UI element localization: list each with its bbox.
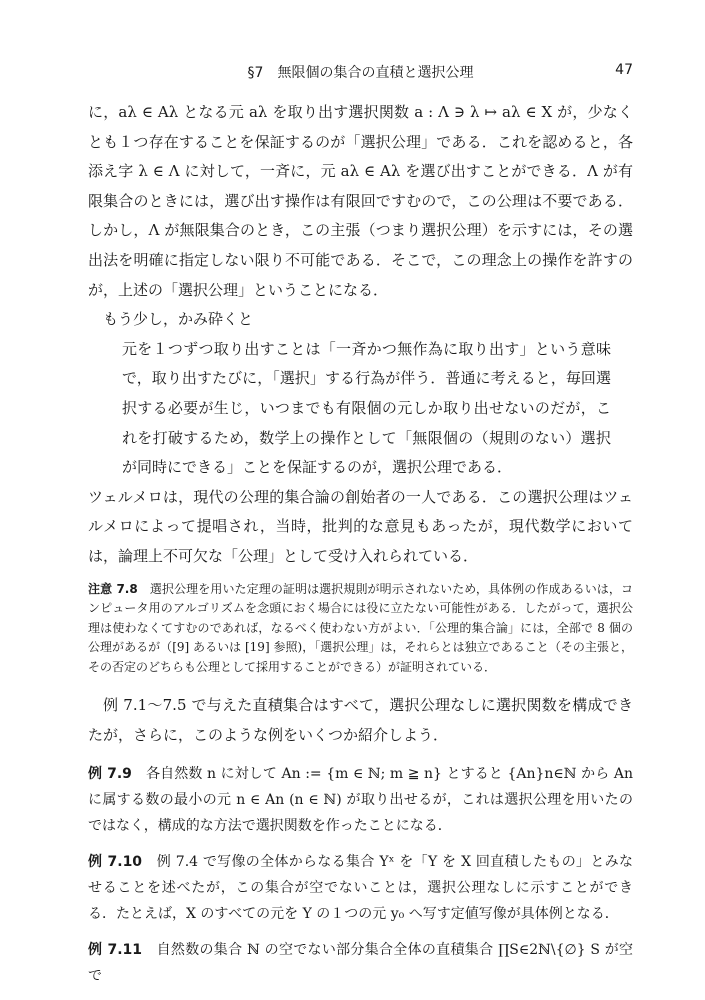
- example-7-9: [88, 761, 633, 839]
- page-number: 47: [615, 62, 633, 78]
- example-text: 自然数の集合 ℕ の空でない部分集合全体の直積集合 ∏S∈2ℕ\{∅} S が空で: [88, 941, 634, 984]
- example-label: 例 7.10: [88, 853, 143, 870]
- remark-text: 選択公理を用いた定理の証明は選択規則が明示されないため，具体例の作成あるいは，コンピュータ用のアルゴリズムを念頭におく場合には役に立たない可能性がある．したがって，選択公理は使わなくてすむのであれば，なるべく使わない方がよい．「公理的集合論」には，全部で 8 個の公理があるが（[9] あるいは [19] 参照)，「選択公理」は，それらとは独立であること（その主張と，その否定のどちらも公理として採用することができる）が証明されている．: [88, 581, 633, 674]
- page: [88, 62, 633, 989]
- remark-7-8: [88, 580, 633, 678]
- page-body: [88, 98, 633, 989]
- paragraph-choice-axiom: に，aλ ∈ Aλ となる元 aλ を取り出す選択関数 a : Λ ∋ λ ↦ aλ ∈ X が，少なくとも１つ存在することを保証するのが「選択公理」である．これを認めると，各添え字 λ ∈ Λ に対して，一斉に，元 aλ ∈ Aλ を選び出すことができる．Λ が有限集合のときには，選び出す操作は有限回ですむので，この公理は不要である．しかし，Λ が無限集合のとき，この主張（つまり選択公理）を示すには，その選出法を明確に指定しない限り不可能である．そこで，この理念上の操作を許すのが，上述の「選択公理」ということになる．: [88, 103, 633, 299]
- paragraph-examples-intro: 例 7.1〜7.5 で与えた直積集合はすべて，選択公理なしに選択関数を構成できたが，さらに，このような例をいくつか紹介しよう．: [88, 696, 633, 745]
- example-label: 例 7.9: [88, 765, 132, 782]
- running-header: [88, 62, 633, 84]
- example-label: 例 7.11: [88, 941, 143, 958]
- example-7-11: [88, 937, 633, 989]
- remark-label: 注意 7.8: [88, 581, 138, 596]
- example-text: 各自然数 n に対して An := {m ∈ ℕ; m ≧ n} とすると {An}n∈ℕ から An に属する数の最小の元 n ∈ An (n ∈ ℕ) が取り出せるが，これは選択公理を用いたのではなく，構成的な方法で選択関数を作ったことになる．: [88, 765, 633, 834]
- section-title: §7 無限個の集合の直積と選択公理: [247, 65, 474, 81]
- paragraph-zermelo: ツェルメロは，現代の公理的集合論の創始者の一人である．この選択公理はツェルメロによって提唱され，当時，批判的な意見もあったが，現代数学においては，論理上不可欠な「公理」として受け入れられている．: [88, 487, 633, 565]
- block-quote: 元を１つずつ取り出すことは「一斉かつ無作為に取り出す」という意味で，取り出すたびに，「選択」する行為が伴う．普通に考えると，毎回選択する必要が生じ，いつまでも有限個の元しか取り出せないのだが，これを打破するため，数学上の操作として「無限個の（規則のない）選択が同時にできる」ことを保証するのが，選択公理である．: [122, 339, 611, 477]
- example-text: 例 7.4 で写像の全体からなる集合 Yˣ を「Y を X 回直積したもの」とみなせることを述べたが，この集合が空でないことは，選択公理なしに示すことができる．たとえば，X のすべての元を Y の１つの元 y₀ へ写す定値写像が具体例となる．: [88, 853, 633, 922]
- paragraph-lead-in: もう少し，かみ砕くと: [103, 310, 254, 329]
- example-7-10: [88, 849, 633, 927]
